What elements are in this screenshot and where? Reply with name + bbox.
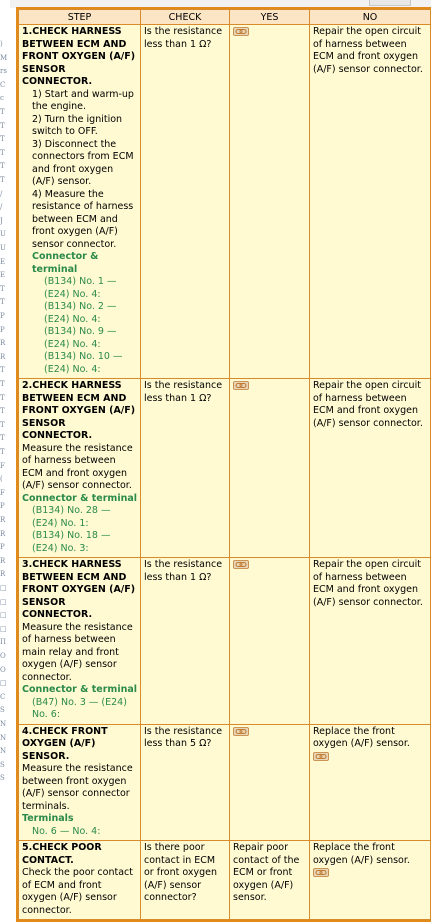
left-strip-glyph: rs [0, 67, 7, 76]
left-strip-glyph: □ [0, 611, 7, 620]
table-row [19, 379, 431, 558]
left-strip-glyph: T [0, 162, 5, 171]
left-strip-glyph: O [0, 665, 6, 674]
left-navigation-strip [0, 0, 10, 800]
left-strip-glyph: T [0, 434, 5, 443]
left-strip-glyph: R [0, 339, 6, 348]
connector-terminal-entry: (B134) No. 2 — (E24) No. 4: [44, 301, 117, 325]
left-strip-glyph: T [0, 108, 5, 116]
table-row [19, 724, 431, 841]
procedure-link-icon[interactable] [313, 752, 329, 761]
left-strip-glyph: / [0, 203, 3, 212]
left-strip-glyph: T [0, 407, 5, 416]
connector-terminal-entry: (B134) No. 28 — (E24) No. 1: [32, 505, 111, 529]
left-strip-glyph: R [0, 352, 6, 361]
left-strip-glyph: C [0, 80, 6, 89]
step-instruction: 2) Turn the ignition switch to OFF. [32, 113, 123, 137]
diagnostic-procedure-table [18, 9, 431, 920]
yes-cell [230, 379, 310, 558]
step-cell [19, 558, 141, 725]
step-title: 5.CHECK POOR CONTACT. [22, 842, 102, 866]
step-cell [19, 724, 141, 841]
no-cell-text: Replace the front oxygen (A/F) sensor. [313, 842, 410, 866]
left-strip-glyph: R [0, 570, 6, 579]
no-cell: Repair the open circuit of harness between ECM and front oxygen (A/F) sensor connector. [310, 25, 431, 379]
left-strip-glyph: ( [0, 475, 3, 484]
left-strip-glyph: U [0, 230, 6, 239]
check-cell: Is the resistance less than 1 Ω? [141, 379, 230, 558]
diagnostic-table-frame [16, 7, 431, 922]
step-title: 3.CHECK HARNESS BETWEEN ECM AND FRONT OXYGEN (A/F) SENSOR CONNECTOR. [22, 559, 136, 620]
left-strip-glyph: N [0, 733, 7, 742]
go-to-next-step-link-icon[interactable] [233, 381, 249, 390]
left-strip-glyph: T [0, 298, 5, 307]
left-strip-glyph: T [0, 393, 5, 402]
step-cell [19, 379, 141, 558]
check-cell: Is there poor contact in ECM or front oxygen (A/F) sensor connector? [141, 841, 230, 920]
left-strip-glyph: E [0, 271, 6, 280]
left-strip-glyph: Π [0, 638, 7, 647]
left-strip-glyph: S [0, 706, 5, 715]
left-strip-glyph: □ [0, 624, 7, 633]
left-strip-glyph: T [0, 176, 5, 184]
no-cell [310, 841, 431, 920]
left-strip-glyph: F [0, 461, 5, 470]
left-strip-glyph: / [0, 189, 3, 198]
header-check: CHECK [141, 10, 230, 25]
table-header-row [19, 10, 431, 25]
procedure-link-icon[interactable] [313, 868, 329, 877]
step-instruction: Measure the resistance between front oxygen (A/F) sensor connector terminals. [22, 763, 133, 812]
connector-terminal-heading: Connector & terminal [32, 251, 99, 275]
left-strip-glyph: S [0, 760, 5, 769]
left-strip-glyph: P [0, 502, 5, 511]
header-no: NO [310, 10, 431, 25]
no-cell [310, 724, 431, 841]
left-strip-glyph: P [0, 543, 5, 552]
step-title: 1.CHECK HARNESS BETWEEN ECM AND FRONT OXYGEN (A/F) SENSOR CONNECTOR. [22, 26, 136, 87]
left-strip-glyph: N [0, 720, 7, 728]
left-strip-glyph: S [0, 774, 5, 783]
left-strip-glyph: P [0, 325, 5, 334]
left-strip-glyph: F [0, 488, 5, 497]
connector-terminal-entry: (B134) No. 18 — (E24) No. 3: [32, 530, 111, 554]
left-strip-glyph: R [0, 516, 6, 524]
step-title: 2.CHECK HARNESS BETWEEN ECM AND FRONT OXYGEN (A/F) SENSOR CONNECTOR. [22, 380, 136, 441]
step-instruction: Measure the resistance of harness between ECM and front oxygen (A/F) sensor connector. [22, 442, 133, 491]
step-cell [19, 25, 141, 379]
left-strip-glyph: P [0, 312, 5, 320]
left-strip-glyph: N [0, 747, 7, 756]
left-strip-glyph: C [0, 692, 6, 701]
left-strip-glyph: E [0, 257, 6, 266]
left-strip-glyph: □ [0, 679, 7, 688]
left-strip-glyph: R [0, 529, 6, 538]
yes-cell [230, 724, 310, 841]
left-strip-glyph: M [0, 53, 8, 62]
table-row [19, 558, 431, 725]
go-to-next-step-link-icon[interactable] [233, 727, 249, 736]
connector-terminal-heading: Terminals [22, 813, 74, 824]
no-cell-text: Replace the front oxygen (A/F) sensor. [313, 725, 410, 749]
connector-terminal-entry: (B134) No. 9 — (E24) No. 4: [44, 326, 117, 350]
left-strip-glyph: T [0, 148, 5, 157]
no-cell: Repair the open circuit of harness between ECM and front oxygen (A/F) sensor connector. [310, 379, 431, 558]
connector-terminal-heading: Connector & terminal [22, 492, 138, 504]
connector-terminal-entry: No. 6 — No. 4: [32, 825, 101, 837]
left-strip-glyph: T [0, 284, 5, 293]
yes-cell: Repair poor contact of the ECM or front oxygen (A/F) sensor. [230, 841, 310, 920]
left-strip-glyph: J [0, 216, 3, 225]
no-cell: Repair the open circuit of harness between ECM and front oxygen (A/F) sensor connector. [310, 558, 431, 725]
header-yes: YES [230, 10, 310, 25]
table-row [19, 841, 431, 920]
left-strip-glyph: O [0, 652, 6, 660]
step-instruction: Measure the resistance of harness between main relay and front oxygen (A/F) sensor connector. [22, 621, 133, 683]
left-strip-glyph: T [0, 135, 5, 144]
step-title: 4.CHECK FRONT OXYGEN (A/F) SENSOR. [22, 725, 108, 762]
step-instruction: Check the poor contact of ECM and front oxygen (A/F) sensor connector. [22, 867, 133, 916]
yes-cell [230, 25, 310, 379]
step-instruction: 4) Measure the resistance of harness between ECM and front oxygen (A/F) sensor connector. [32, 188, 134, 250]
left-strip-glyph: T [0, 448, 5, 456]
yes-cell [230, 558, 310, 725]
check-cell: Is the resistance less than 5 Ω? [141, 724, 230, 841]
left-strip-glyph: T [0, 380, 5, 388]
connector-terminal-entry: (B134) No. 1 — (E24) No. 4: [44, 276, 117, 300]
left-strip-glyph: □ [0, 597, 7, 606]
connector-terminal-heading: Connector & terminal [22, 684, 138, 695]
left-strip-glyph: c [0, 94, 4, 103]
go-to-next-step-link-icon[interactable] [233, 560, 249, 569]
left-strip-glyph: R [0, 556, 6, 565]
check-cell: Is the resistance less than 1 Ω? [141, 558, 230, 725]
step-instruction: 3) Disconnect the connectors from ECM and front oxygen (A/F) sensor. [32, 138, 134, 187]
connector-terminal-entry: (B47) No. 3 — (E24) No. 6: [32, 696, 127, 720]
left-strip-glyph: □ [0, 584, 7, 592]
collapsed-tab[interactable] [369, 0, 411, 6]
header-step: STEP [19, 10, 141, 25]
step-instruction: 1) Start and warm-up the engine. [32, 88, 134, 112]
connector-terminal-entry: (B134) No. 10 — (E24) No. 4: [44, 351, 123, 375]
left-strip-glyph: T [0, 420, 5, 429]
go-to-next-step-link-icon[interactable] [233, 27, 249, 36]
left-strip-glyph: ) [0, 40, 3, 48]
table-row [19, 25, 431, 379]
check-cell: Is the resistance less than 1 Ω? [141, 25, 230, 379]
left-strip-glyph: T [0, 366, 5, 375]
left-strip-glyph: T [0, 121, 5, 130]
left-strip-glyph: U [0, 244, 6, 252]
step-cell [19, 841, 141, 920]
